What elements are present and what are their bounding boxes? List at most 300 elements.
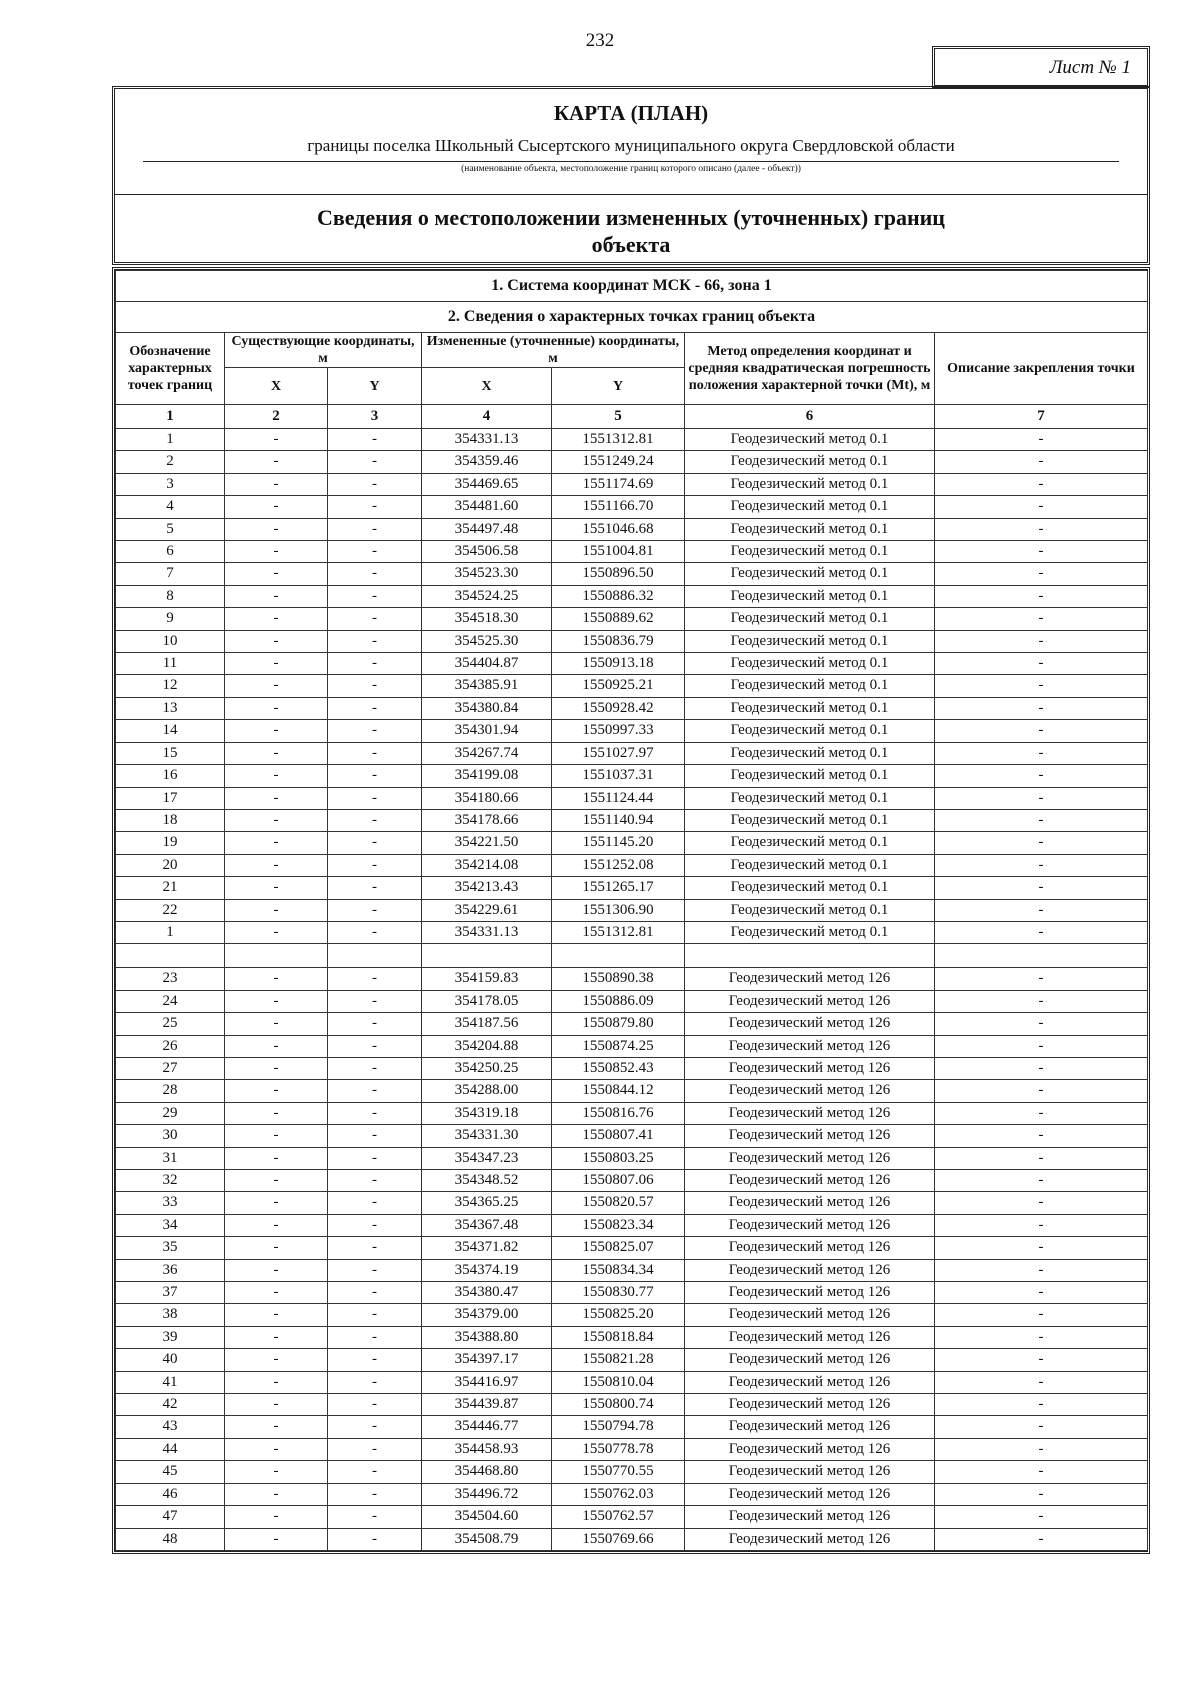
point-id-cell: 12 (116, 675, 225, 697)
changed-x-cell: 354250.25 (422, 1057, 552, 1079)
changed-x-cell: 354496.72 (422, 1483, 552, 1505)
existing-y-cell: - (328, 1461, 422, 1483)
point-id-cell: 17 (116, 787, 225, 809)
method-cell: Геодезический метод 0.1 (685, 899, 935, 921)
changed-y-cell: 1550770.55 (552, 1461, 685, 1483)
existing-y-cell: - (328, 1035, 422, 1057)
method-cell: Геодезический метод 0.1 (685, 518, 935, 540)
method-cell: Геодезический метод 0.1 (685, 541, 935, 563)
changed-x-cell: 354214.08 (422, 854, 552, 876)
changed-y-cell: 1550823.34 (552, 1214, 685, 1236)
existing-y-cell: - (328, 1528, 422, 1550)
table-row (116, 675, 1148, 697)
table-row (116, 832, 1148, 854)
fixing-description-cell: - (935, 1528, 1148, 1550)
column-number: 2 (225, 405, 328, 429)
changed-y-cell: 1550889.62 (552, 608, 685, 630)
existing-x-cell: - (225, 1259, 328, 1281)
fixing-description-cell: - (935, 921, 1148, 943)
table-row (116, 1080, 1148, 1102)
table-row (116, 1282, 1148, 1304)
table-row (116, 653, 1148, 675)
object-name: границы поселка Школьный Сысертского муниципального округа Свердловской области (307, 136, 955, 155)
existing-y-cell: - (328, 675, 422, 697)
point-id-cell: 40 (116, 1349, 225, 1371)
fixing-description-cell: - (935, 563, 1148, 585)
changed-y-cell: 1550830.77 (552, 1282, 685, 1304)
existing-y-header: Y (328, 368, 422, 405)
method-cell: Геодезический метод 126 (685, 1416, 935, 1438)
method-cell: Геодезический метод 126 (685, 1506, 935, 1528)
existing-x-cell: - (225, 1506, 328, 1528)
point-id-cell: 25 (116, 1013, 225, 1035)
fixing-description-cell: - (935, 1483, 1148, 1505)
point-id-cell: 35 (116, 1237, 225, 1259)
table-row (116, 429, 1148, 451)
changed-x-cell: 354439.87 (422, 1394, 552, 1416)
table-row (116, 968, 1148, 990)
method-cell: Геодезический метод 0.1 (685, 921, 935, 943)
col-existing-header: Существующие координаты, м (225, 333, 422, 368)
point-id-cell: 34 (116, 1214, 225, 1236)
existing-x-cell: - (225, 1304, 328, 1326)
method-cell: Геодезический метод 0.1 (685, 585, 935, 607)
fixing-description-cell: - (935, 1282, 1148, 1304)
changed-x-cell: 354458.93 (422, 1438, 552, 1460)
header-divider (115, 194, 1147, 195)
changed-y-cell: 1550769.66 (552, 1528, 685, 1550)
changed-y-cell: 1551174.69 (552, 473, 685, 495)
col-point-header: Обозначение характерных точек границ (116, 333, 225, 405)
existing-x-cell: - (225, 1528, 328, 1550)
method-cell: Геодезический метод 0.1 (685, 765, 935, 787)
point-id-cell: 4 (116, 496, 225, 518)
existing-x-cell: - (225, 899, 328, 921)
method-cell: Геодезический метод 126 (685, 1125, 935, 1147)
changed-y-cell: 1550834.34 (552, 1259, 685, 1281)
table-row (116, 854, 1148, 876)
changed-x-cell: 354178.66 (422, 809, 552, 831)
table-row (116, 1394, 1148, 1416)
point-id-cell: 39 (116, 1326, 225, 1348)
existing-y-cell: - (328, 990, 422, 1012)
point-id-cell: 46 (116, 1483, 225, 1505)
changed-x-cell: 354380.84 (422, 697, 552, 719)
changed-y-cell: 1550886.32 (552, 585, 685, 607)
existing-x-cell: - (225, 697, 328, 719)
existing-y-cell: - (328, 1214, 422, 1236)
existing-x-cell: - (225, 720, 328, 742)
fixing-description-cell: - (935, 1125, 1148, 1147)
table-row (116, 473, 1148, 495)
method-cell: Геодезический метод 0.1 (685, 832, 935, 854)
changed-y-cell: 1550803.25 (552, 1147, 685, 1169)
changed-x-cell: 354385.91 (422, 675, 552, 697)
changed-x-cell: 354187.56 (422, 1013, 552, 1035)
fixing-description-cell: - (935, 451, 1148, 473)
point-id-cell: 8 (116, 585, 225, 607)
fixing-description-cell: - (935, 1394, 1148, 1416)
changed-x-cell: 354180.66 (422, 787, 552, 809)
fixing-description-cell: - (935, 832, 1148, 854)
method-cell: Геодезический метод 126 (685, 1214, 935, 1236)
section-title (115, 204, 1147, 258)
changed-x-cell: 354497.48 (422, 518, 552, 540)
changed-y-cell: 1550800.74 (552, 1394, 685, 1416)
changed-y-cell: 1550810.04 (552, 1371, 685, 1393)
method-cell: Геодезический метод 0.1 (685, 854, 935, 876)
existing-x-cell: - (225, 518, 328, 540)
existing-y-cell: - (328, 608, 422, 630)
fixing-description-cell: - (935, 1102, 1148, 1124)
existing-y-cell: - (328, 787, 422, 809)
fixing-description-cell: - (935, 1326, 1148, 1348)
existing-y-cell: - (328, 1282, 422, 1304)
existing-x-cell: - (225, 1214, 328, 1236)
column-numbers-row (116, 405, 1148, 429)
existing-y-cell: - (328, 1259, 422, 1281)
changed-x-cell: 354525.30 (422, 630, 552, 652)
underline-divider (143, 161, 1119, 162)
existing-y-cell: - (328, 1483, 422, 1505)
fixing-description-cell: - (935, 990, 1148, 1012)
existing-y-cell: - (328, 697, 422, 719)
existing-x-cell: - (225, 1326, 328, 1348)
changed-y-cell: 1550852.43 (552, 1057, 685, 1079)
contour-2-rows (116, 968, 1148, 1551)
existing-y-cell: - (328, 429, 422, 451)
existing-y-cell: - (328, 1349, 422, 1371)
existing-y-cell: - (328, 1192, 422, 1214)
column-number: 4 (422, 405, 552, 429)
existing-x-cell: - (225, 1170, 328, 1192)
existing-x-cell: - (225, 1371, 328, 1393)
existing-x-cell: - (225, 473, 328, 495)
existing-x-cell: - (225, 1461, 328, 1483)
existing-y-cell: - (328, 877, 422, 899)
method-cell: Геодезический метод 126 (685, 1192, 935, 1214)
point-id-cell: 18 (116, 809, 225, 831)
existing-x-cell: - (225, 496, 328, 518)
changed-y-cell: 1551312.81 (552, 429, 685, 451)
point-id-cell: 1 (116, 921, 225, 943)
existing-x-cell: - (225, 1483, 328, 1505)
existing-y-cell: - (328, 921, 422, 943)
existing-x-cell: - (225, 1438, 328, 1460)
changed-x-cell: 354404.87 (422, 653, 552, 675)
table-row (116, 1214, 1148, 1236)
existing-x-cell: - (225, 877, 328, 899)
changed-x-cell: 354229.61 (422, 899, 552, 921)
existing-y-cell: - (328, 809, 422, 831)
table-row (116, 1102, 1148, 1124)
document-header (112, 86, 1150, 265)
point-id-cell: 45 (116, 1461, 225, 1483)
existing-y-cell: - (328, 1102, 422, 1124)
points-section-row: 2. Сведения о характерных точках границ объекта (116, 302, 1148, 333)
existing-y-cell: - (328, 1057, 422, 1079)
method-cell: Геодезический метод 126 (685, 1035, 935, 1057)
changed-y-cell: 1550818.84 (552, 1326, 685, 1348)
changed-y-cell: 1550816.76 (552, 1102, 685, 1124)
existing-y-cell: - (328, 1304, 422, 1326)
changed-x-cell: 354359.46 (422, 451, 552, 473)
existing-x-cell: - (225, 429, 328, 451)
changed-y-cell: 1551252.08 (552, 854, 685, 876)
existing-y-cell: - (328, 1170, 422, 1192)
changed-x-cell: 354397.17 (422, 1349, 552, 1371)
point-id-cell: 7 (116, 563, 225, 585)
existing-y-cell: - (328, 1394, 422, 1416)
fixing-description-cell: - (935, 877, 1148, 899)
fixing-description-cell: - (935, 675, 1148, 697)
existing-y-cell: - (328, 832, 422, 854)
changed-y-cell: 1550821.28 (552, 1349, 685, 1371)
table-row (116, 585, 1148, 607)
changed-y-cell: 1550997.33 (552, 720, 685, 742)
fixing-description-cell: - (935, 496, 1148, 518)
section-title-line1: Сведения о местоположении измененных (уточненных) границ (317, 205, 945, 230)
point-id-cell: 32 (116, 1170, 225, 1192)
changed-y-cell: 1550913.18 (552, 653, 685, 675)
existing-x-cell: - (225, 563, 328, 585)
existing-x-cell: - (225, 451, 328, 473)
column-number: 3 (328, 405, 422, 429)
fixing-description-cell: - (935, 630, 1148, 652)
fixing-description-cell: - (935, 1035, 1148, 1057)
point-id-cell: 41 (116, 1371, 225, 1393)
fixing-description-cell: - (935, 541, 1148, 563)
method-cell: Геодезический метод 126 (685, 968, 935, 990)
method-cell: Геодезический метод 126 (685, 1080, 935, 1102)
method-cell: Геодезический метод 126 (685, 1147, 935, 1169)
table-row (116, 630, 1148, 652)
method-cell: Геодезический метод 126 (685, 1282, 935, 1304)
fixing-description-cell: - (935, 1506, 1148, 1528)
method-cell: Геодезический метод 126 (685, 1349, 935, 1371)
point-id-cell: 9 (116, 608, 225, 630)
existing-x-cell: - (225, 1102, 328, 1124)
table-row (116, 1326, 1148, 1348)
fixing-description-cell: - (935, 1438, 1148, 1460)
point-id-cell: 24 (116, 990, 225, 1012)
table-row (116, 990, 1148, 1012)
fixing-description-cell: - (935, 1237, 1148, 1259)
table-row (116, 1483, 1148, 1505)
changed-x-cell: 354371.82 (422, 1237, 552, 1259)
document-title: КАРТА (ПЛАН) (553, 101, 709, 125)
point-id-cell: 11 (116, 653, 225, 675)
existing-x-cell: - (225, 854, 328, 876)
changed-x-cell: 354468.80 (422, 1461, 552, 1483)
changed-x-cell: 354524.25 (422, 585, 552, 607)
changed-y-cell: 1551004.81 (552, 541, 685, 563)
changed-x-cell: 354380.47 (422, 1282, 552, 1304)
changed-x-cell: 354506.58 (422, 541, 552, 563)
table-row (116, 1304, 1148, 1326)
col-desc-header: Описание закрепления точки (935, 333, 1148, 405)
fixing-description-cell: - (935, 720, 1148, 742)
changed-x-cell: 354159.83 (422, 968, 552, 990)
changed-y-cell: 1550794.78 (552, 1416, 685, 1438)
point-id-cell: 6 (116, 541, 225, 563)
existing-x-cell: - (225, 990, 328, 1012)
method-cell: Геодезический метод 0.1 (685, 787, 935, 809)
fixing-description-cell: - (935, 1147, 1148, 1169)
changed-x-cell: 354504.60 (422, 1506, 552, 1528)
method-cell: Геодезический метод 126 (685, 990, 935, 1012)
fixing-description-cell: - (935, 608, 1148, 630)
existing-y-cell: - (328, 1326, 422, 1348)
method-cell: Геодезический метод 0.1 (685, 451, 935, 473)
changed-x-cell: 354388.80 (422, 1326, 552, 1348)
changed-x-cell: 354213.43 (422, 877, 552, 899)
fixing-description-cell: - (935, 1371, 1148, 1393)
coordinate-system-row: 1. Система координат МСК - 66, зона 1 (116, 271, 1148, 302)
object-caption: (наименование объекта, местоположение границ которого описано (далее - объект)) (461, 164, 801, 174)
table-row (116, 697, 1148, 719)
table-row (116, 1438, 1148, 1460)
existing-y-cell: - (328, 720, 422, 742)
changed-x-cell: 354178.05 (422, 990, 552, 1012)
changed-x-cell: 354319.18 (422, 1102, 552, 1124)
changed-y-cell: 1551037.31 (552, 765, 685, 787)
changed-y-cell: 1550890.38 (552, 968, 685, 990)
changed-x-header: X (422, 368, 552, 405)
column-number: 6 (685, 405, 935, 429)
fixing-description-cell: - (935, 1214, 1148, 1236)
changed-y-cell: 1550807.41 (552, 1125, 685, 1147)
table-row (116, 1192, 1148, 1214)
fixing-description-cell: - (935, 1057, 1148, 1079)
table-row (116, 518, 1148, 540)
table-row (116, 1035, 1148, 1057)
fixing-description-cell: - (935, 1013, 1148, 1035)
method-cell: Геодезический метод 0.1 (685, 630, 935, 652)
changed-x-cell: 354416.97 (422, 1371, 552, 1393)
point-id-cell: 29 (116, 1102, 225, 1124)
method-cell: Геодезический метод 0.1 (685, 877, 935, 899)
column-number: 7 (935, 405, 1148, 429)
point-id-cell: 43 (116, 1416, 225, 1438)
fixing-description-cell: - (935, 968, 1148, 990)
changed-y-cell: 1551124.44 (552, 787, 685, 809)
changed-y-cell: 1550874.25 (552, 1035, 685, 1057)
method-cell: Геодезический метод 126 (685, 1371, 935, 1393)
method-cell: Геодезический метод 126 (685, 1438, 935, 1460)
fixing-description-cell: - (935, 765, 1148, 787)
existing-x-cell: - (225, 787, 328, 809)
table-row (116, 1125, 1148, 1147)
existing-y-cell: - (328, 968, 422, 990)
method-cell: Геодезический метод 126 (685, 1528, 935, 1550)
point-id-cell: 16 (116, 765, 225, 787)
existing-x-cell: - (225, 921, 328, 943)
table-row (116, 1416, 1148, 1438)
method-cell: Геодезический метод 126 (685, 1394, 935, 1416)
existing-x-cell: - (225, 675, 328, 697)
fixing-description-cell: - (935, 854, 1148, 876)
existing-x-cell: - (225, 653, 328, 675)
point-id-cell: 5 (116, 518, 225, 540)
existing-y-cell: - (328, 653, 422, 675)
changed-y-cell: 1550762.03 (552, 1483, 685, 1505)
fixing-description-cell: - (935, 1192, 1148, 1214)
method-cell: Геодезический метод 0.1 (685, 653, 935, 675)
fixing-description-cell: - (935, 1349, 1148, 1371)
existing-y-cell: - (328, 1371, 422, 1393)
changed-y-cell: 1551312.81 (552, 921, 685, 943)
method-cell: Геодезический метод 126 (685, 1102, 935, 1124)
existing-y-cell: - (328, 899, 422, 921)
method-cell: Геодезический метод 126 (685, 1013, 935, 1035)
point-id-cell: 36 (116, 1259, 225, 1281)
point-id-cell: 27 (116, 1057, 225, 1079)
fixing-description-cell: - (935, 697, 1148, 719)
changed-y-cell: 1551046.68 (552, 518, 685, 540)
changed-y-cell: 1550825.07 (552, 1237, 685, 1259)
existing-x-cell: - (225, 630, 328, 652)
changed-x-cell: 354331.30 (422, 1125, 552, 1147)
method-cell: Геодезический метод 0.1 (685, 742, 935, 764)
point-id-cell: 10 (116, 630, 225, 652)
existing-y-cell: - (328, 496, 422, 518)
table-row (116, 1259, 1148, 1281)
changed-y-cell: 1551027.97 (552, 742, 685, 764)
method-cell: Геодезический метод 0.1 (685, 720, 935, 742)
point-id-cell: 28 (116, 1080, 225, 1102)
table-row (116, 1528, 1148, 1550)
point-id-cell: 22 (116, 899, 225, 921)
point-id-cell: 2 (116, 451, 225, 473)
table-row (116, 1461, 1148, 1483)
method-cell: Геодезический метод 126 (685, 1057, 935, 1079)
changed-x-cell: 354469.65 (422, 473, 552, 495)
changed-y-cell: 1550820.57 (552, 1192, 685, 1214)
table-row (116, 1371, 1148, 1393)
coordinates-table-wrapper (112, 267, 1150, 1554)
existing-y-cell: - (328, 1506, 422, 1528)
point-id-cell: 44 (116, 1438, 225, 1460)
method-cell: Геодезический метод 126 (685, 1170, 935, 1192)
existing-y-cell: - (328, 473, 422, 495)
point-id-cell: 47 (116, 1506, 225, 1528)
existing-y-cell: - (328, 630, 422, 652)
changed-y-header: Y (552, 368, 685, 405)
changed-y-cell: 1551166.70 (552, 496, 685, 518)
method-cell: Геодезический метод 0.1 (685, 697, 935, 719)
existing-y-cell: - (328, 451, 422, 473)
existing-y-cell: - (328, 518, 422, 540)
fixing-description-cell: - (935, 518, 1148, 540)
fixing-description-cell: - (935, 809, 1148, 831)
table-row (116, 1057, 1148, 1079)
method-cell: Геодезический метод 0.1 (685, 429, 935, 451)
method-cell: Геодезический метод 0.1 (685, 608, 935, 630)
coordinates-table (115, 270, 1148, 1551)
table-row (116, 921, 1148, 943)
point-id-cell: 37 (116, 1282, 225, 1304)
changed-y-cell: 1551145.20 (552, 832, 685, 854)
table-row (116, 720, 1148, 742)
fixing-description-cell: - (935, 585, 1148, 607)
column-number: 1 (116, 405, 225, 429)
blank-separator (116, 944, 1148, 968)
existing-x-cell: - (225, 1057, 328, 1079)
method-cell: Геодезический метод 126 (685, 1237, 935, 1259)
sheet-label: Лист № 1 (932, 46, 1150, 88)
changed-x-cell: 354348.52 (422, 1170, 552, 1192)
